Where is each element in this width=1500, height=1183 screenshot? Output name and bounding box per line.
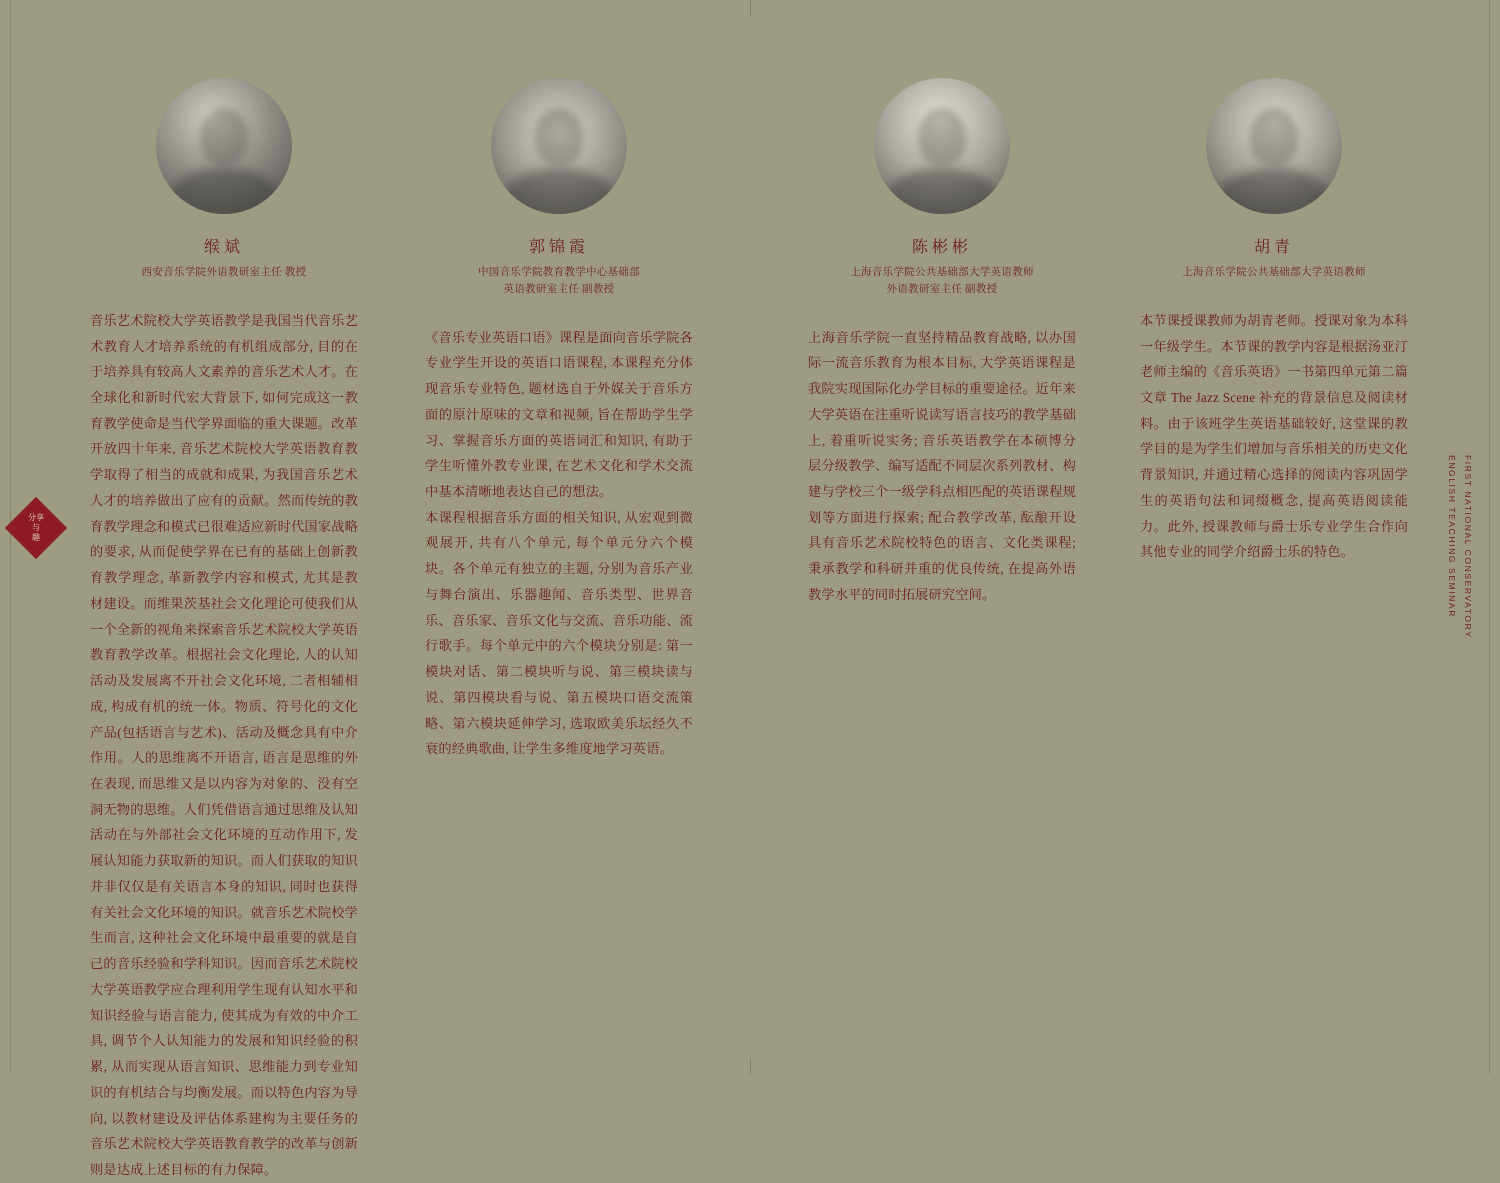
avatar [1140, 78, 1408, 214]
portrait-photo [1206, 78, 1342, 214]
side-label-line-2: ENGLISH TEACHING SEMINAR [1446, 455, 1457, 618]
speaker-affiliation [808, 265, 1076, 299]
speaker-name: 陈彬彬 [911, 239, 972, 256]
portrait-photo [156, 78, 292, 214]
affiliation-line: 上海音乐学院公共基础部大学英语教师 [850, 267, 1034, 278]
affiliation-line: 上海音乐学院公共基础部大学英语教师 [1182, 267, 1366, 278]
affiliation-line: 中国音乐学院教育教学中心基础部 [478, 267, 640, 278]
bio-paragraph: 上海音乐学院一直坚持精品教育战略, 以办国际一流音乐教育为根本目标, 大学英语课程是我院实现国际化办学目标的重要途径。近年来大学英语在注重听说读写语言技巧的教学基础上, 着重听说实务; 音乐英语教学在本硕博分层分级教学、编写适配不同层次系列教材、构建与学校三个一级学科点相匹配的英语课程规划等方面进行探索; 配合教学改革, 酝酿开设具有音乐艺术院校特色的语言、文化类课程; 秉承教学和科研并重的优良传统, 在提高外语教学水平的同时拓展研究空间。 [808, 329, 1076, 602]
bio-paragraph: 本节课授课教师为胡青老师。授课对象为本科一年级学生。本节课的教学内容是根据汤亚汀老师主编的《音乐英语》一书第四单元第二篇文章 The Jazz Scene 补充的背景信息及阅读材料。由于该班学生英语基础较好, 这堂课的教学目的是为学生们增加与音乐相关的历史文化背景知识, 并通过精心选择的阅读内容巩固学生的英语句法和词缀概念, 提高英语阅读能力。此外, 授课教师与爵士乐专业学生合作向其他专业的同学介绍爵士乐的特色。 [1140, 312, 1408, 560]
side-label-line-1: FIRST NATIONAL CONSERVATORY [1463, 455, 1473, 639]
speaker-bio [1140, 308, 1408, 565]
speaker-column [1140, 78, 1408, 565]
speaker-affiliation [425, 265, 693, 299]
speaker-bio [808, 325, 1076, 608]
bio-paragraph: 音乐艺术院校大学英语教学是我国当代音乐艺术教育人才培养系统的有机组成部分, 目的在于培养具有较高人文素养的音乐艺术人才。在全球化和新时代宏大背景下, 如何完成这一教育教学使命是当代学界面临的重大课题。改革开放四十年来, 音乐艺术院校大学英语教育教学取得了相当的成就和成果, 为我国音乐艺术人才的培养做出了应有的贡献。然而传统的教育教学理念和模式已很难适应新时代国家战略的要求, 从而促使学界在已有的基础上创新教育教学理念, 革新教学内容和模式, 尤其是教材建设。而维果茨基社会文化理论可使我们从一个全新的视角来探索音乐艺术院校大学英语教育教学改革。根据社会文化理论, 人的认知活动及发展离不开社会文化环境, 二者相辅相成, 构成有机的统一体。物质、符号化的文化产品(包括语言与艺术)、活动及概念具有中介作用。人的思维离不开语言, 语言是思维的外在表现, 而思维又是以内容为对象的、没有空洞无物的思维。人们凭借语言通过思维及认知活动在与外部社会文化环境的互动作用下, 发展认知能力获取新的知识。而人们获取的知识并非仅仅是有关语言本身的知识, 同时也获得有关社会文化环境的知识。就音乐艺术院校学生而言, 这种社会文化环境中最重要的就是自己的音乐经验和学科知识。因而音乐艺术院校大学英语教学应合理利用学生现有认知水平和知识经验与语言能力, 使其成为有效的中介工具, 调节个人认知能力的发展和知识经验的积累, 从而实现从语言知识、思维能力到专业知识的有机结合与均衡发展。而以特色内容为导向, 以教材建设及评估体系建构为主要任务的音乐艺术院校大学英语教育教学的改革与创新则是达成上述目标的有力保障。 [90, 312, 358, 1178]
seal-text: 分享 与 趣 [28, 513, 44, 542]
portrait-photo [874, 78, 1010, 214]
speaker-name: 缑斌 [203, 239, 244, 256]
affiliation-line: 外语教研室主任 副教授 [886, 283, 998, 295]
speaker-bio [90, 308, 358, 1183]
speaker-name: 胡青 [1253, 239, 1294, 256]
speaker-column [90, 78, 358, 1183]
portrait-photo [491, 78, 627, 214]
speaker-bio [425, 325, 693, 762]
speaker-affiliation [90, 265, 358, 282]
speaker-affiliation [1140, 265, 1408, 282]
affiliation-line: 英语教研室主任 副教授 [503, 283, 615, 295]
affiliation-line: 西安音乐学院外语教研室主任 教授 [141, 267, 307, 278]
speaker-name: 郭锦霞 [528, 239, 589, 256]
avatar [90, 78, 358, 214]
avatar [425, 78, 693, 214]
speaker-column [425, 78, 693, 762]
bio-paragraph: 《音乐专业英语口语》课程是面向音乐学院各专业学生开设的英语口语课程, 本课程充分体现音乐专业特色, 题材选自于外媒关于音乐方面的原汁原味的文章和视频, 旨在帮助学生学习、掌握音乐方面的英语词汇和知识, 有助于学生听懂外教专业课, 在艺术文化和学术交流中基本清晰地表达自己的想法。 [425, 329, 693, 499]
avatar [808, 78, 1076, 214]
speaker-column [808, 78, 1076, 608]
bio-paragraph: 本课程根据音乐方面的相关知识, 从宏观到微观展开, 共有八个单元, 每个单元分六个模块。各个单元有独立的主题, 分别为音乐产业与舞台演出、乐器趣闻、音乐类型、世界音乐、音乐家、音乐文化与交流、音乐功能、流行歌手。每个单元中的六个模块分别是: 第一模块对话、第二模块听与说、第三模块读与说、第四模块看与说、第五模块口语交流策略、第六模块延伸学习, 选取欧美乐坛经久不衰的经典歌曲, 让学生多维度地学习英语。 [425, 509, 693, 757]
